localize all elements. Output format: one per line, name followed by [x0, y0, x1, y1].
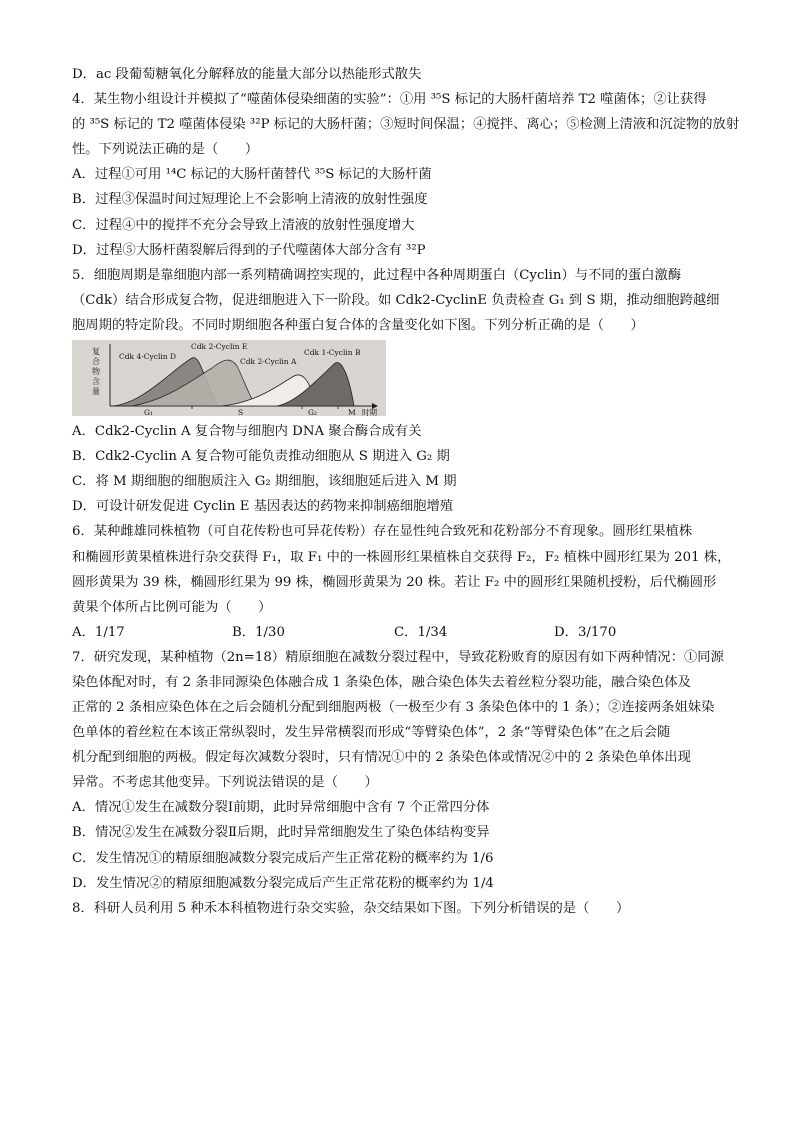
label-cdk2-cycline: Cdk 2-Cyclin E: [191, 342, 248, 352]
text-line: 性。下列说法正确的是（ ）: [72, 142, 259, 158]
text-line: 7．研究发现，某种植物（2n=18）精原细胞在减数分裂过程中，导致花粉败育的原因有如下两种情况：①同源: [72, 649, 724, 665]
text-line: 正常的 2 条相应染色体在之后会随机分配到细胞两极（一极至少有 3 条染色体中的 1 条）；②连接两条姐妹染: [72, 699, 715, 715]
label-cdk4-cyclind: Cdk 4-Cyclin D: [119, 352, 176, 362]
q6-option-a: A．1/17: [72, 624, 125, 640]
text-line: D．发生情况②的精原细胞减数分裂完成后产生正常花粉的概率约为 1/4: [72, 875, 494, 891]
q6-option-b: B．1/30: [232, 624, 285, 640]
text-line: C．发生情况①的精原细胞减数分裂完成后产生正常花粉的概率约为 1/6: [72, 850, 494, 866]
text-line: D．过程⑤大肠杆菌裂解后得到的子代噬菌体大部分含有 ³²P: [72, 242, 426, 258]
text-line: B．过程③保温时间过短理论上不会影响上清液的放射性强度: [72, 192, 428, 208]
y-label-char: 复: [92, 347, 100, 357]
x-axis-label: 时期: [362, 408, 377, 417]
text-block-mid: [72, 419, 732, 620]
text-line: 8．科研人员利用 5 种禾本科植物进行杂交实验，杂交结果如下图。下列分析错误的是（ ）: [72, 900, 630, 916]
text-line: 色单体的着丝粒在本该正常纵裂时，发生异常横裂而形成“等臂染色体”，2 条“等臂染色体”在之后会随: [72, 725, 671, 741]
text-line: A．Cdk2-Cyclin A 复合物与细胞内 DNA 聚合酶合成有关: [72, 424, 422, 440]
q6-option-c: C．1/34: [394, 624, 448, 640]
text-line: 的 ³⁵S 标记的 T2 噬菌体侵染 ³²P 标记的大肠杆菌；③短时间保温；④搅拌、离心；⑤检测上清液和沉淀物的放射: [72, 117, 740, 133]
text-line: D．ac 段葡萄糖氧化分解释放的能量大部分以热能形式散失: [72, 67, 422, 82]
text-line: 机分配到细胞的两极。假定每次减数分裂时，只有情况①中的 2 条染色体或情况②中的 2 条染色单体出现: [72, 750, 691, 766]
q6-option-d: D．3/170: [554, 624, 617, 640]
y-label-char: 含: [92, 377, 100, 387]
y-label-char: 量: [92, 387, 100, 397]
text-block-top: [72, 62, 740, 338]
label-cdk1-cyclinb: Cdk 1-Cyclin B: [304, 348, 361, 358]
text-line: B．情况②发生在减数分裂Ⅱ后期，此时异常细胞发生了染色体结构变异: [72, 825, 490, 841]
text-line: B．Cdk2-Cyclin A 复合物可能负责推动细胞从 S 期进入 G₂ 期: [72, 449, 450, 465]
exam-page: [72, 62, 740, 921]
text-line: 异常。不考虑其他变异。下列说法错误的是（ ）: [72, 775, 378, 791]
text-line: 6．某种雌雄同株植物（可自花传粉也可异花传粉）存在显性纯合致死和花粉部分不育现象。圆形红果植株: [72, 524, 693, 540]
phase-label-s: S: [238, 408, 244, 417]
label-cdk2-cyclina: Cdk 2-Cyclin A: [240, 357, 297, 367]
text-line: D．可设计研发促进 Cyclin E 基因表达的药物来抑制癌细胞增殖: [72, 499, 454, 515]
q6-options: [72, 620, 732, 645]
text-line: （Cdk）结合形成复合物，促进细胞进入下一阶段。如 Cdk2-CyclinE 负责检查 G₁ 到 S 期，推动细胞跨越细: [72, 292, 720, 308]
text-line: 黄果个体所占比例可能为（ ）: [72, 599, 272, 615]
text-line: C．将 M 期细胞的细胞质注入 G₂ 期细胞，该细胞延后进入 M 期: [72, 474, 457, 490]
y-label-char: 合: [92, 357, 100, 367]
text-block-bottom: [72, 645, 732, 921]
y-label-char: 物: [92, 367, 100, 377]
text-line: 胞周期的特定阶段。不同时期细胞各种蛋白复合体的含量变化如下图。下列分析正确的是（ ）: [72, 317, 644, 333]
text-line: 5．细胞周期是靠细胞内部一系列精确调控实现的，此过程中各种周期蛋白（Cyclin）与不同的蛋白激酶: [72, 267, 682, 283]
cyclin-cdk-figure: [72, 340, 386, 416]
text-line: 4．某生物小组设计并模拟了“噬菌体侵染细菌的实验”：①用 ³⁵S 标记的大肠杆菌培养 T2 噬菌体；②让获得: [72, 92, 707, 108]
text-line: C．过程④中的搅拌不充分会导致上清液的放射性强度增大: [72, 217, 415, 233]
text-line: A．过程①可用 ¹⁴C 标记的大肠杆菌替代 ³⁵S 标记的大肠杆菌: [72, 167, 432, 183]
text-line: 染色体配对时，有 2 条非同源染色体融合成 1 条染色体，融合染色体失去着丝粒分裂功能，融合染色体及: [72, 674, 691, 690]
text-line: 圆形黄果为 39 株，椭圆形红果为 99 株，椭圆形黄果为 20 株。若让 F₂ 中的圆形红果随机授粉，后代椭圆形: [72, 574, 717, 590]
phase-label-m: M: [348, 408, 356, 417]
phase-label-g1: G₁: [144, 408, 153, 417]
text-line: 和椭圆形黄果植株进行杂交获得 F₁，取 F₁ 中的一株圆形红果植株自交获得 F₂，F₂ 植株中圆形红果为 201 株，: [72, 549, 731, 565]
phase-label-g2: G₂: [308, 408, 317, 417]
cyclin-chart-svg: [72, 340, 386, 416]
text-line: A．情况①发生在减数分裂Ⅰ前期，此时异常细胞中含有 7 个正常四分体: [72, 800, 490, 816]
